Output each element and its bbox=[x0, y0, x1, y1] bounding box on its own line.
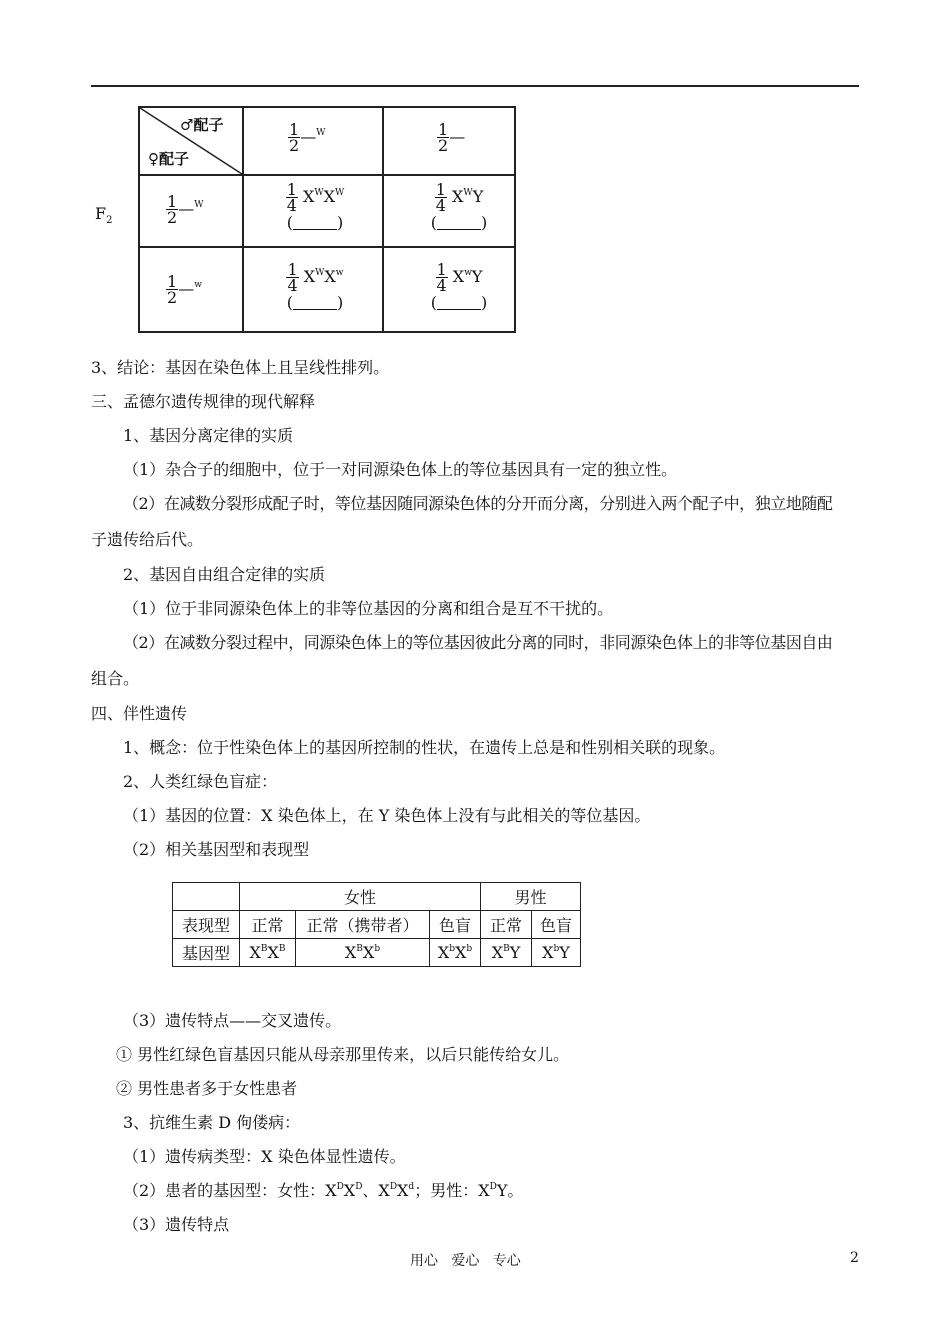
pheno-cell: 色盲 bbox=[532, 911, 581, 939]
pheno-cell: 正常 bbox=[481, 911, 532, 939]
text-line: （2）相关基因型和表现型 bbox=[123, 840, 310, 859]
header-male: 男性 bbox=[481, 883, 581, 911]
corner-male-label: ♂配子 bbox=[180, 116, 224, 134]
text-line: （1）位于非同源染色体上的非等位基因的分离和组合是互不干扰的。 bbox=[123, 599, 614, 618]
subheading-rickets: 3、抗维生素 D 佝偻病： bbox=[123, 1113, 301, 1132]
row-label-genotype: 基因型 bbox=[173, 939, 240, 967]
row-label-phenotype: 表现型 bbox=[173, 911, 240, 939]
punnett-square bbox=[138, 106, 516, 333]
header-rule bbox=[91, 85, 859, 87]
pheno-cell: 正常（携带者） bbox=[296, 911, 430, 939]
text-line: 子遗传给后代。 bbox=[91, 530, 204, 549]
pheno-cell: 正常 bbox=[240, 911, 296, 939]
corner-female-label: ♀配子 bbox=[148, 150, 189, 168]
cell-ww-2: $\frac{1}{4}$ $X^WX^w$ ( ) bbox=[286, 260, 344, 312]
geno-cell: $X^bY$ bbox=[532, 939, 581, 967]
text-line: （2）在减数分裂过程中，同源染色体上的等位基因彼此分离的同时，非同源染色体上的非等位基因自由 bbox=[123, 633, 833, 652]
gamete-header-2: $\frac{1}{2}$ — bbox=[438, 120, 466, 155]
subheading-assortment: 2、基因自由组合定律的实质 bbox=[123, 565, 326, 584]
text-line: （1）基因的位置：X 染色体上，在 Y 染色体上没有与此相关的等位基因。 bbox=[123, 806, 651, 825]
gamete-header-1: $\frac{1}{2}$ —$^W$ bbox=[289, 120, 326, 155]
conclusion-line: 3、结论：基因在染色体上且呈线性排列。 bbox=[91, 358, 390, 377]
text-line: 1、概念：位于性染色体上的基因所控制的性状，在遗传上总是和性别相关联的现象。 bbox=[123, 738, 726, 757]
genotype-table bbox=[172, 882, 581, 967]
page-number: 2 bbox=[850, 1250, 859, 1266]
text-line-genotypes: （2）患者的基因型：女性：$X^DX^D$、$X^DX^d$；男性：$X^DY$。 bbox=[123, 1181, 524, 1200]
cell-ww-1: $\frac{1}{4}$ $X^WX^W$ ( ) bbox=[286, 180, 345, 232]
text-line: （2）在减数分裂形成配子时，等位基因随同源染色体的分开而分离，分别进入两个配子中，独立地随配 bbox=[123, 494, 833, 513]
geno-cell: $X^BY$ bbox=[481, 939, 532, 967]
text-line: 组合。 bbox=[91, 669, 140, 688]
text-line: （1）遗传病类型：X 染色体显性遗传。 bbox=[123, 1147, 406, 1166]
text-line: （3）遗传特点——交叉遗传。 bbox=[123, 1011, 342, 1030]
subheading-colorblind: 2、人类红绿色盲症： bbox=[123, 772, 278, 791]
cell-wy-1: $\frac{1}{4}$ $X^WY$ ( ) bbox=[430, 180, 488, 232]
pheno-cell: 色盲 bbox=[430, 911, 481, 939]
text-line: ② 男性患者多于女性患者 bbox=[116, 1079, 298, 1098]
section-heading-4: 四、伴性遗传 bbox=[91, 704, 188, 723]
footer-motto: 用心 爱心 专心 bbox=[410, 1253, 521, 1269]
geno-cell: $X^BX^b$ bbox=[296, 939, 430, 967]
subheading-segregation: 1、基因分离定律的实质 bbox=[123, 426, 294, 445]
f2-label: $F_2$ bbox=[95, 204, 113, 227]
text-line: （3）遗传特点 bbox=[123, 1215, 230, 1234]
geno-cell: $X^bX^b$ bbox=[430, 939, 481, 967]
geno-cell: $X^BX^B$ bbox=[240, 939, 296, 967]
gamete-row-2: $\frac{1}{2}$ —$^w$ bbox=[167, 272, 202, 307]
gamete-row-1: $\frac{1}{2}$ —$^W$ bbox=[167, 192, 204, 227]
section-heading-3: 三、孟德尔遗传规律的现代解释 bbox=[91, 392, 316, 411]
text-line: ① 男性红绿色盲基因只能从母亲那里传来，以后只能传给女儿。 bbox=[116, 1045, 570, 1064]
cell-wy-2: $\frac{1}{4}$ $X^wY$ ( ) bbox=[430, 260, 488, 312]
header-female: 女性 bbox=[240, 883, 481, 911]
text-line: （1）杂合子的细胞中，位于一对同源染色体上的等位基因具有一定的独立性。 bbox=[123, 460, 678, 479]
